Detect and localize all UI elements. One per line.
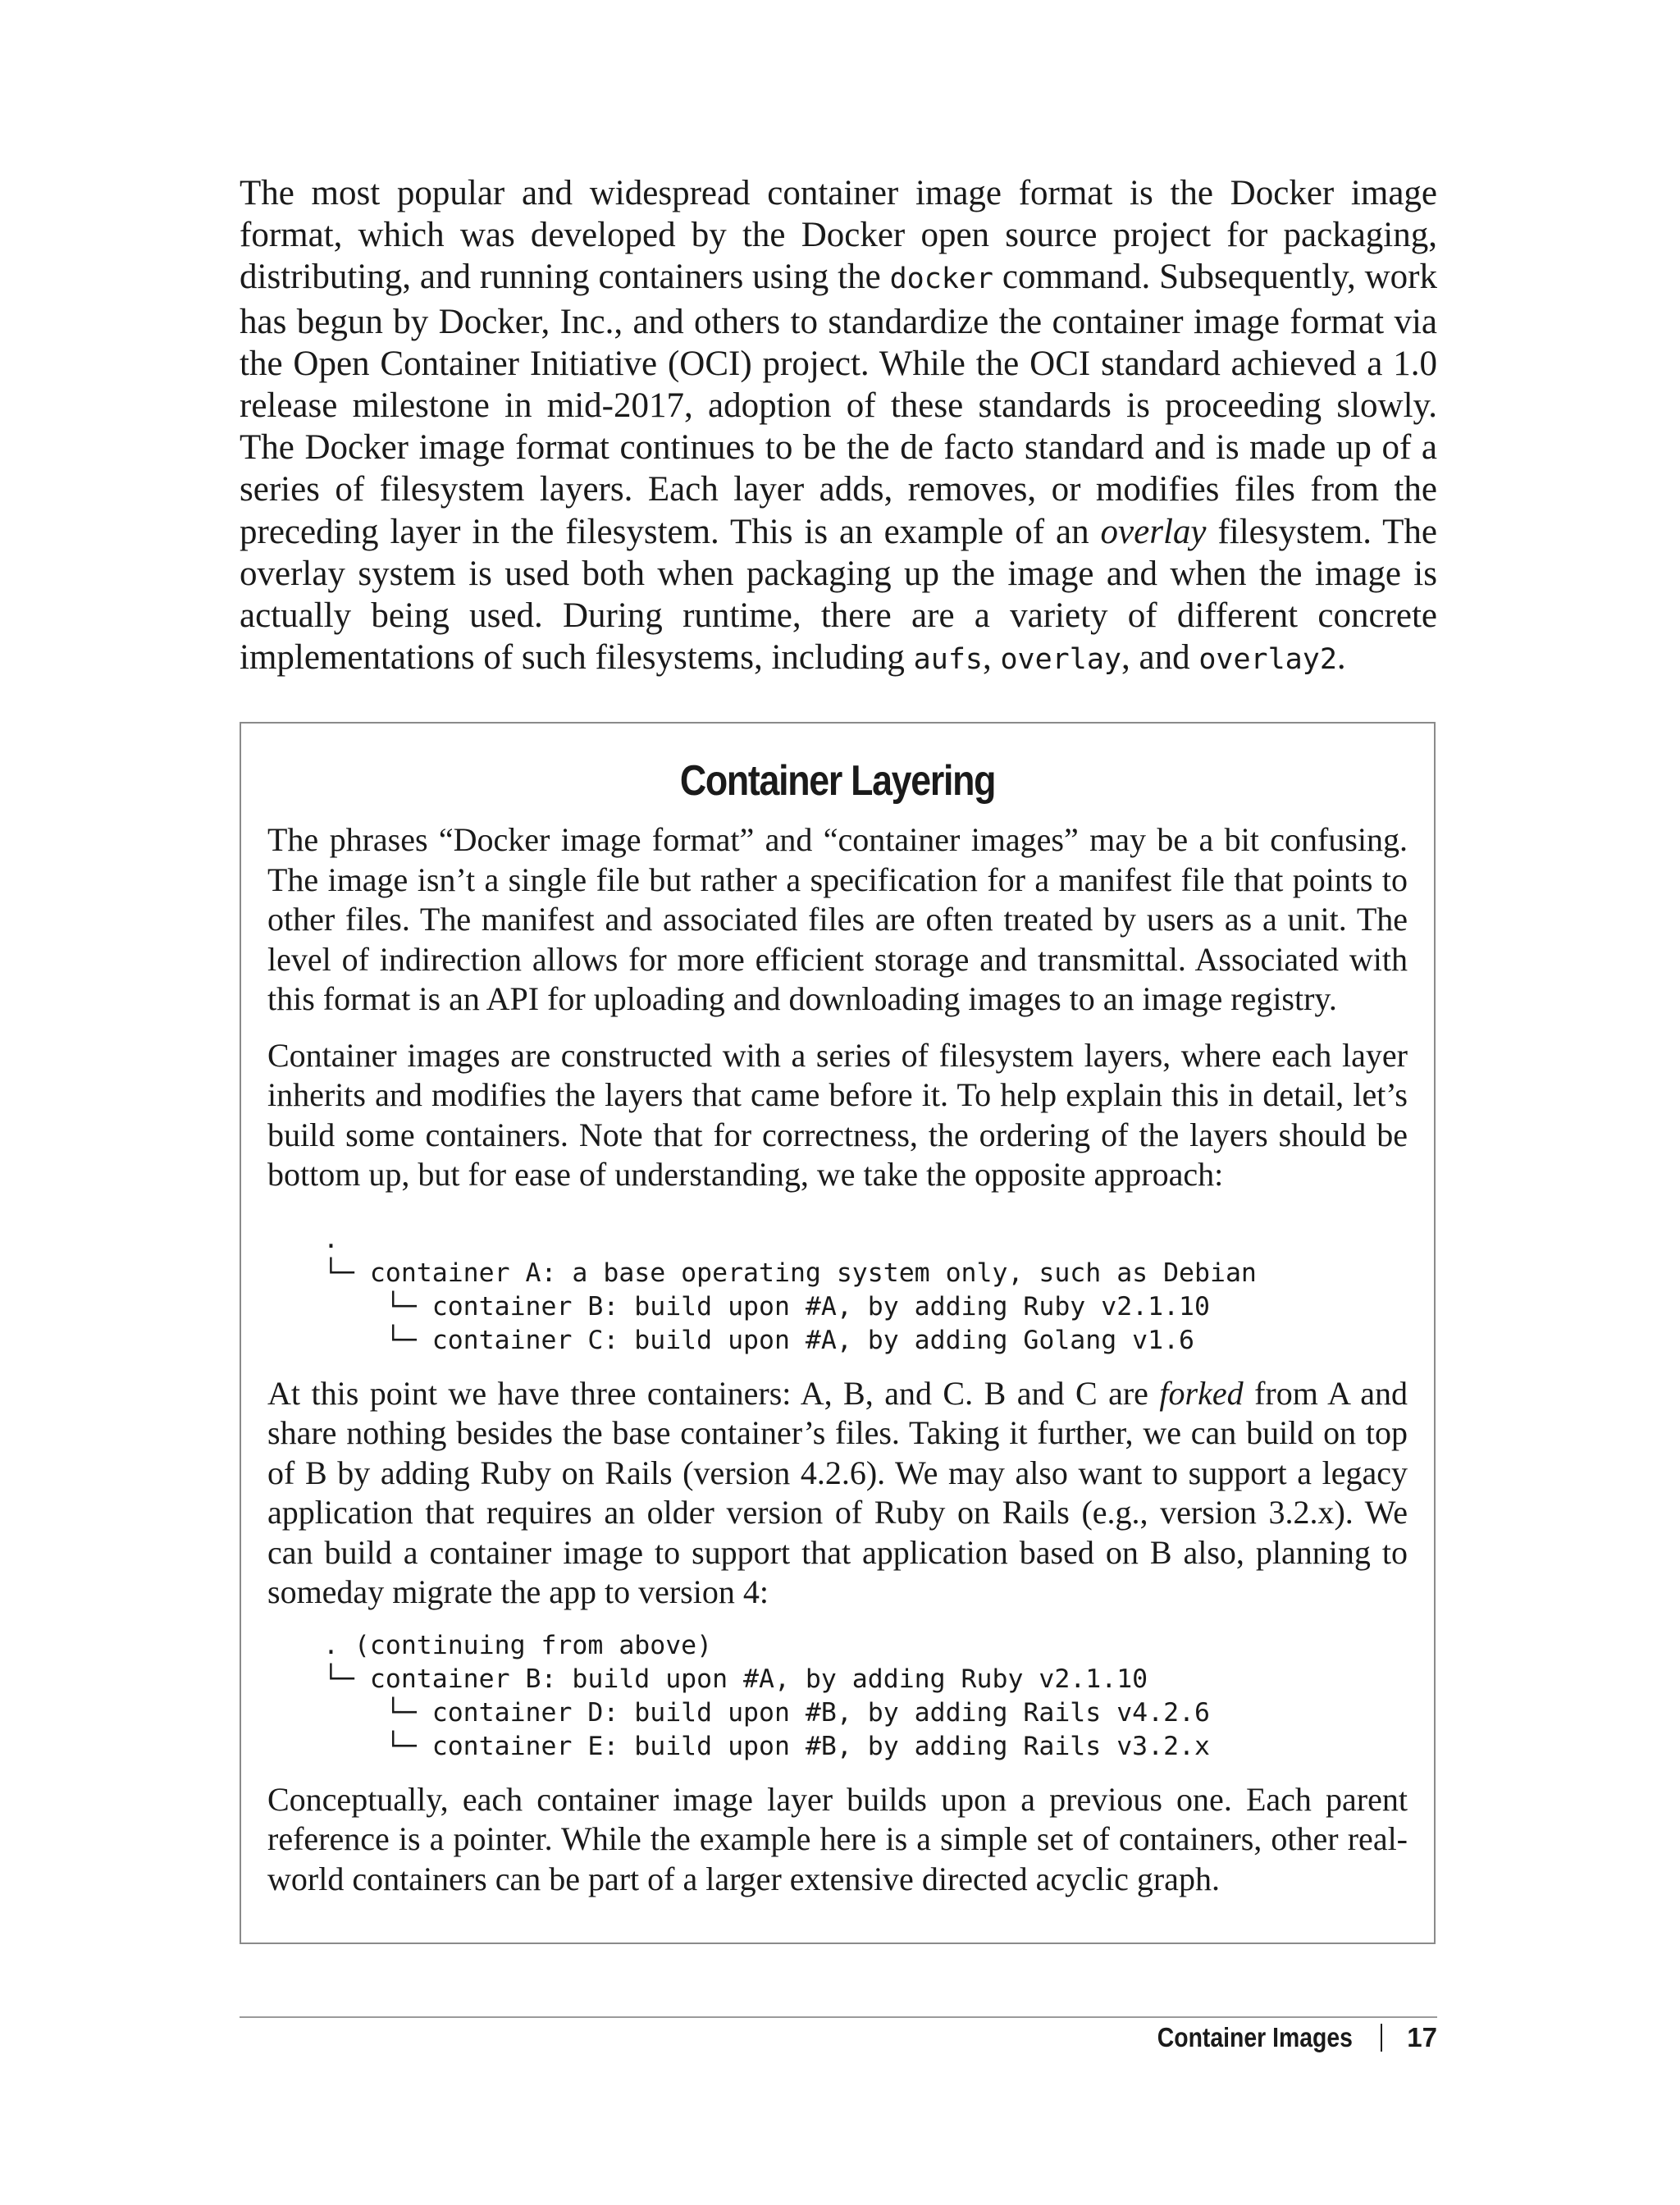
page-footer — [1125, 2022, 1437, 2053]
intro-text: . — [1336, 638, 1346, 678]
intro-inline-code: aufs — [913, 643, 983, 677]
intro-text: filesystem. The overlay system is used both when packaging up the image and when the image is actually being used. During runtime, there are a variety of different concrete implementations of such filesystems, including — [240, 512, 1437, 678]
intro-inline-code: overlay2 — [1198, 643, 1337, 677]
intro-emphasis: overlay — [1100, 512, 1207, 551]
sidebar-paragraph-4: Conceptually, each container image layer builds upon a previous one. Each parent reference is a pointer. While the example here is a simple set of containers, other real-world containers can be part of a larger extensive directed acyclic graph. — [267, 1780, 1408, 1897]
code-block-1: . └─ container A: a base operating system only, such as Debian └─ container B: build upon #A, by adding Ruby v2.1.10 └─ container C: build upon #A, by adding Golang v1.6 — [323, 1224, 1257, 1355]
intro-text: , and — [1121, 638, 1199, 678]
footer-separator — [1381, 2024, 1382, 2052]
sidebar-title: Container Layering — [679, 757, 996, 805]
sidebar-para3-emphasis: forked — [1159, 1374, 1244, 1412]
intro-text: command. Subsequently, work has begun by Docker, Inc., and others to standardize the container image format via the Open Container Initiative (OCI) project. While the OCI standard achieved a 1.0 release milestone in mid-2017, adoption of these standards is proceeding slowly. The Docker image format continues to be the de facto standard and is made up of a series of filesystem layers. Each layer adds, removes, or modifies files from the preceding layer in the filesystem. This is an example of an — [240, 258, 1438, 551]
code-block-2: . (continuing from above) └─ container B: build upon #A, by adding Ruby v2.1.10 └─ container D: build upon #B, by adding Rails v4.2.6 └─ container E: build upon #B, by adding Rails v3.2.x — [323, 1630, 1210, 1761]
main-content — [240, 172, 1437, 681]
footer-section-name: Container Images — [1157, 2022, 1354, 2052]
page-number: 17 — [1407, 2022, 1437, 2052]
sidebar-paragraph-3 — [267, 1374, 1408, 1613]
sidebar-container-layering — [240, 722, 1436, 1944]
sidebar-paragraph-1: The phrases “Docker image format” and “container images” may be a bit confusing. The image isn’t a single file but rather a specification for a manifest file that points to other files. The manifest and associated files are often treated by users as a unit. The level of indirection allows for more efficient storage and transmittal. Associated with this format is an API for uploading and downloading images to an image registry. — [267, 821, 1408, 1017]
sidebar-para3-text: from A and share nothing besides the base container’s files. Taking it further, we can build on top of B by adding Ruby on Rails (version 4.2.6). We may also want to support a legacy application that requires an older version of Ruby on Rails (e.g., version 3.2.x). We can build a container image to support that application based on B also, planning to someday migrate the app to version 4: — [267, 1374, 1408, 1610]
intro-text: The most popular and widespread container image format is the Docker image format, which was developed by the Docker open source project for packaging, distributing, and running containers using the — [240, 174, 1437, 297]
intro-text: , — [982, 638, 1001, 678]
sidebar-paragraph-2: Container images are constructed with a series of filesystem layers, where each layer inherits and modifies the layers that came before it. To help explain this in detail, let’s build some containers. Note that for correctness, the ordering of the layers should be bottom up, but for ease of understanding, we take the opposite approach: — [267, 1036, 1408, 1193]
intro-inline-code: overlay — [1000, 643, 1121, 677]
intro-paragraph — [240, 172, 1437, 681]
intro-inline-code: docker — [889, 262, 994, 296]
footer-divider — [240, 2016, 1437, 2018]
sidebar-para3-text: At this point we have three containers: A, B, and C. B and C are — [267, 1374, 1160, 1412]
